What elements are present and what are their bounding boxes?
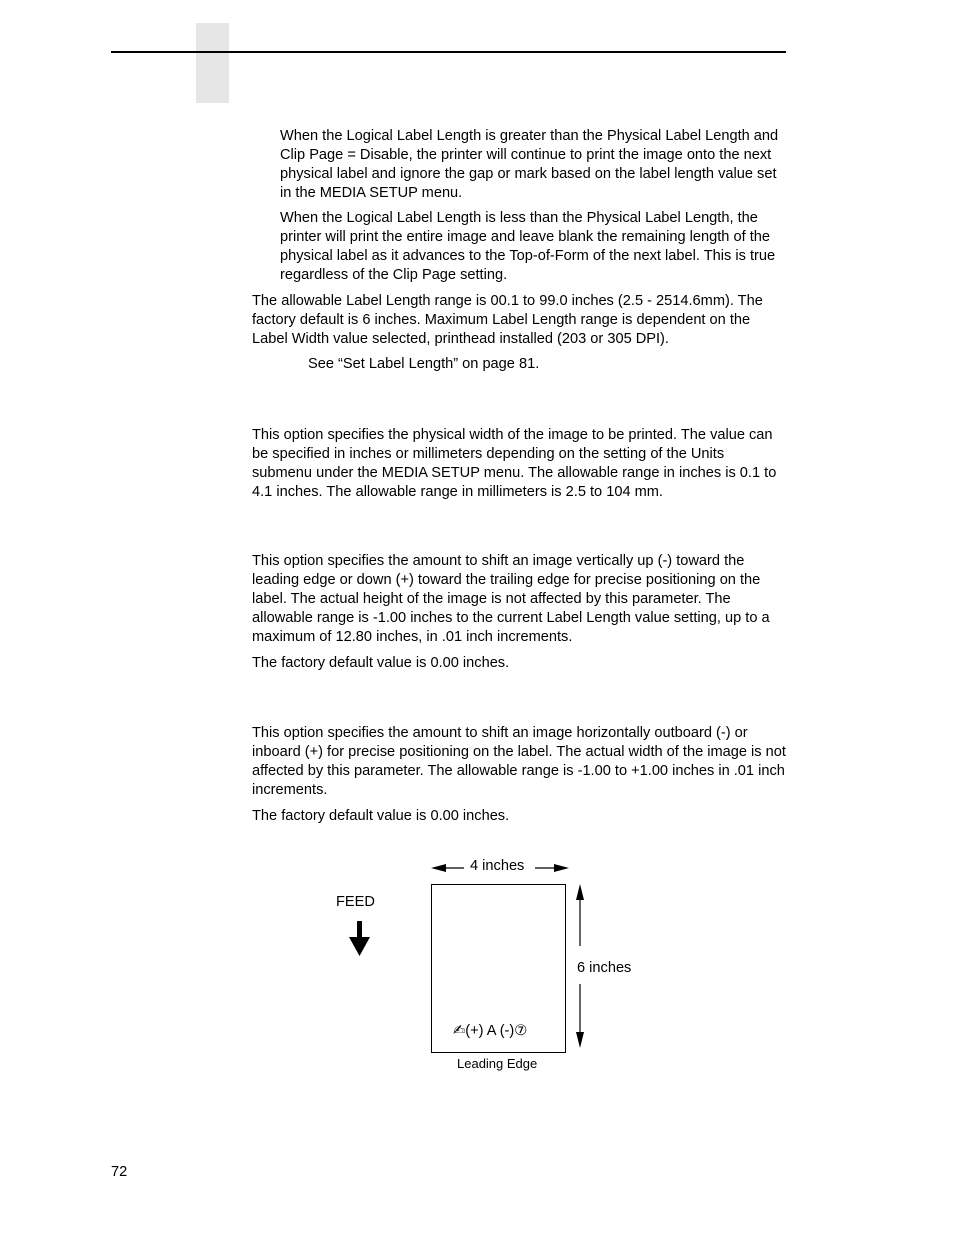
paragraph-horizontal-shift: This option specifies the amount to shift an image horizontally outboard (-) or inboard (+) for precise positioning on the label. The actual width of the image is not affected by this parameter. The allowable range is -1.00 to +1.00 inches in .01 inch increments. xyxy=(252,725,786,798)
shift-label: ✍(+) A (-)⑦ xyxy=(453,1023,528,1039)
chapter-tab xyxy=(196,23,229,103)
paragraph-vertical-default: The factory default value is 0.00 inches. xyxy=(252,655,510,671)
label-diagram xyxy=(330,850,660,1080)
width-label: 4 inches xyxy=(470,858,525,874)
paragraph-horizontal-default: The factory default value is 0.00 inches. xyxy=(252,808,510,824)
paragraph-vertical-shift: This option specifies the amount to shift an image vertically up (-) toward the leading edge or down (+) toward the trailing edge for precise positioning on the label. The actual height of the image is not affected by this parameter. The allowable range is -1.00 inches to the current Label Length value setting, up to a maximum of 12.80 inches, in .01 inch increments. xyxy=(252,553,770,645)
page-number: 72 xyxy=(111,1164,128,1180)
header-rule xyxy=(111,51,786,53)
leading-edge-label: Leading Edge xyxy=(457,1056,538,1071)
see-reference: See “Set Label Length” on page 81. xyxy=(308,356,540,372)
paragraph-logical-greater: When the Logical Label Length is greater than the Physical Label Length and Clip Page = Disable, the printer will continue to print the image onto the next physical label and ignore the gap or mark based on the label length value set in the MEDIA SETUP menu. xyxy=(280,128,779,201)
paragraph-logical-less: When the Logical Label Length is less than the Physical Label Length, the printer will print the entire image and leave blank the remaining length of the physical label as it advances to the Top-of-Form of the next label. This is true regardless of the Clip Page setting. xyxy=(280,210,776,283)
height-label: 6 inches xyxy=(577,960,632,976)
paragraph-label-width: This option specifies the physical width of the image to be printed. The value can be specified in inches or millimeters depending on the setting of the Units submenu under the MEDIA SETUP menu. The allowable range in inches is 0.1 to 4.1 inches. The allowable range in millimeters is 2.5 to 104 mm. xyxy=(252,427,777,500)
paragraph-label-length-range: The allowable Label Length range is 00.1 to 99.0 inches (2.5 - 2514.6mm). The factory default is 6 inches. Maximum Label Length range is dependent on the Label Width value selected, printhead installed (203 or 305 DPI). xyxy=(252,293,763,347)
feed-label: FEED xyxy=(336,894,375,910)
